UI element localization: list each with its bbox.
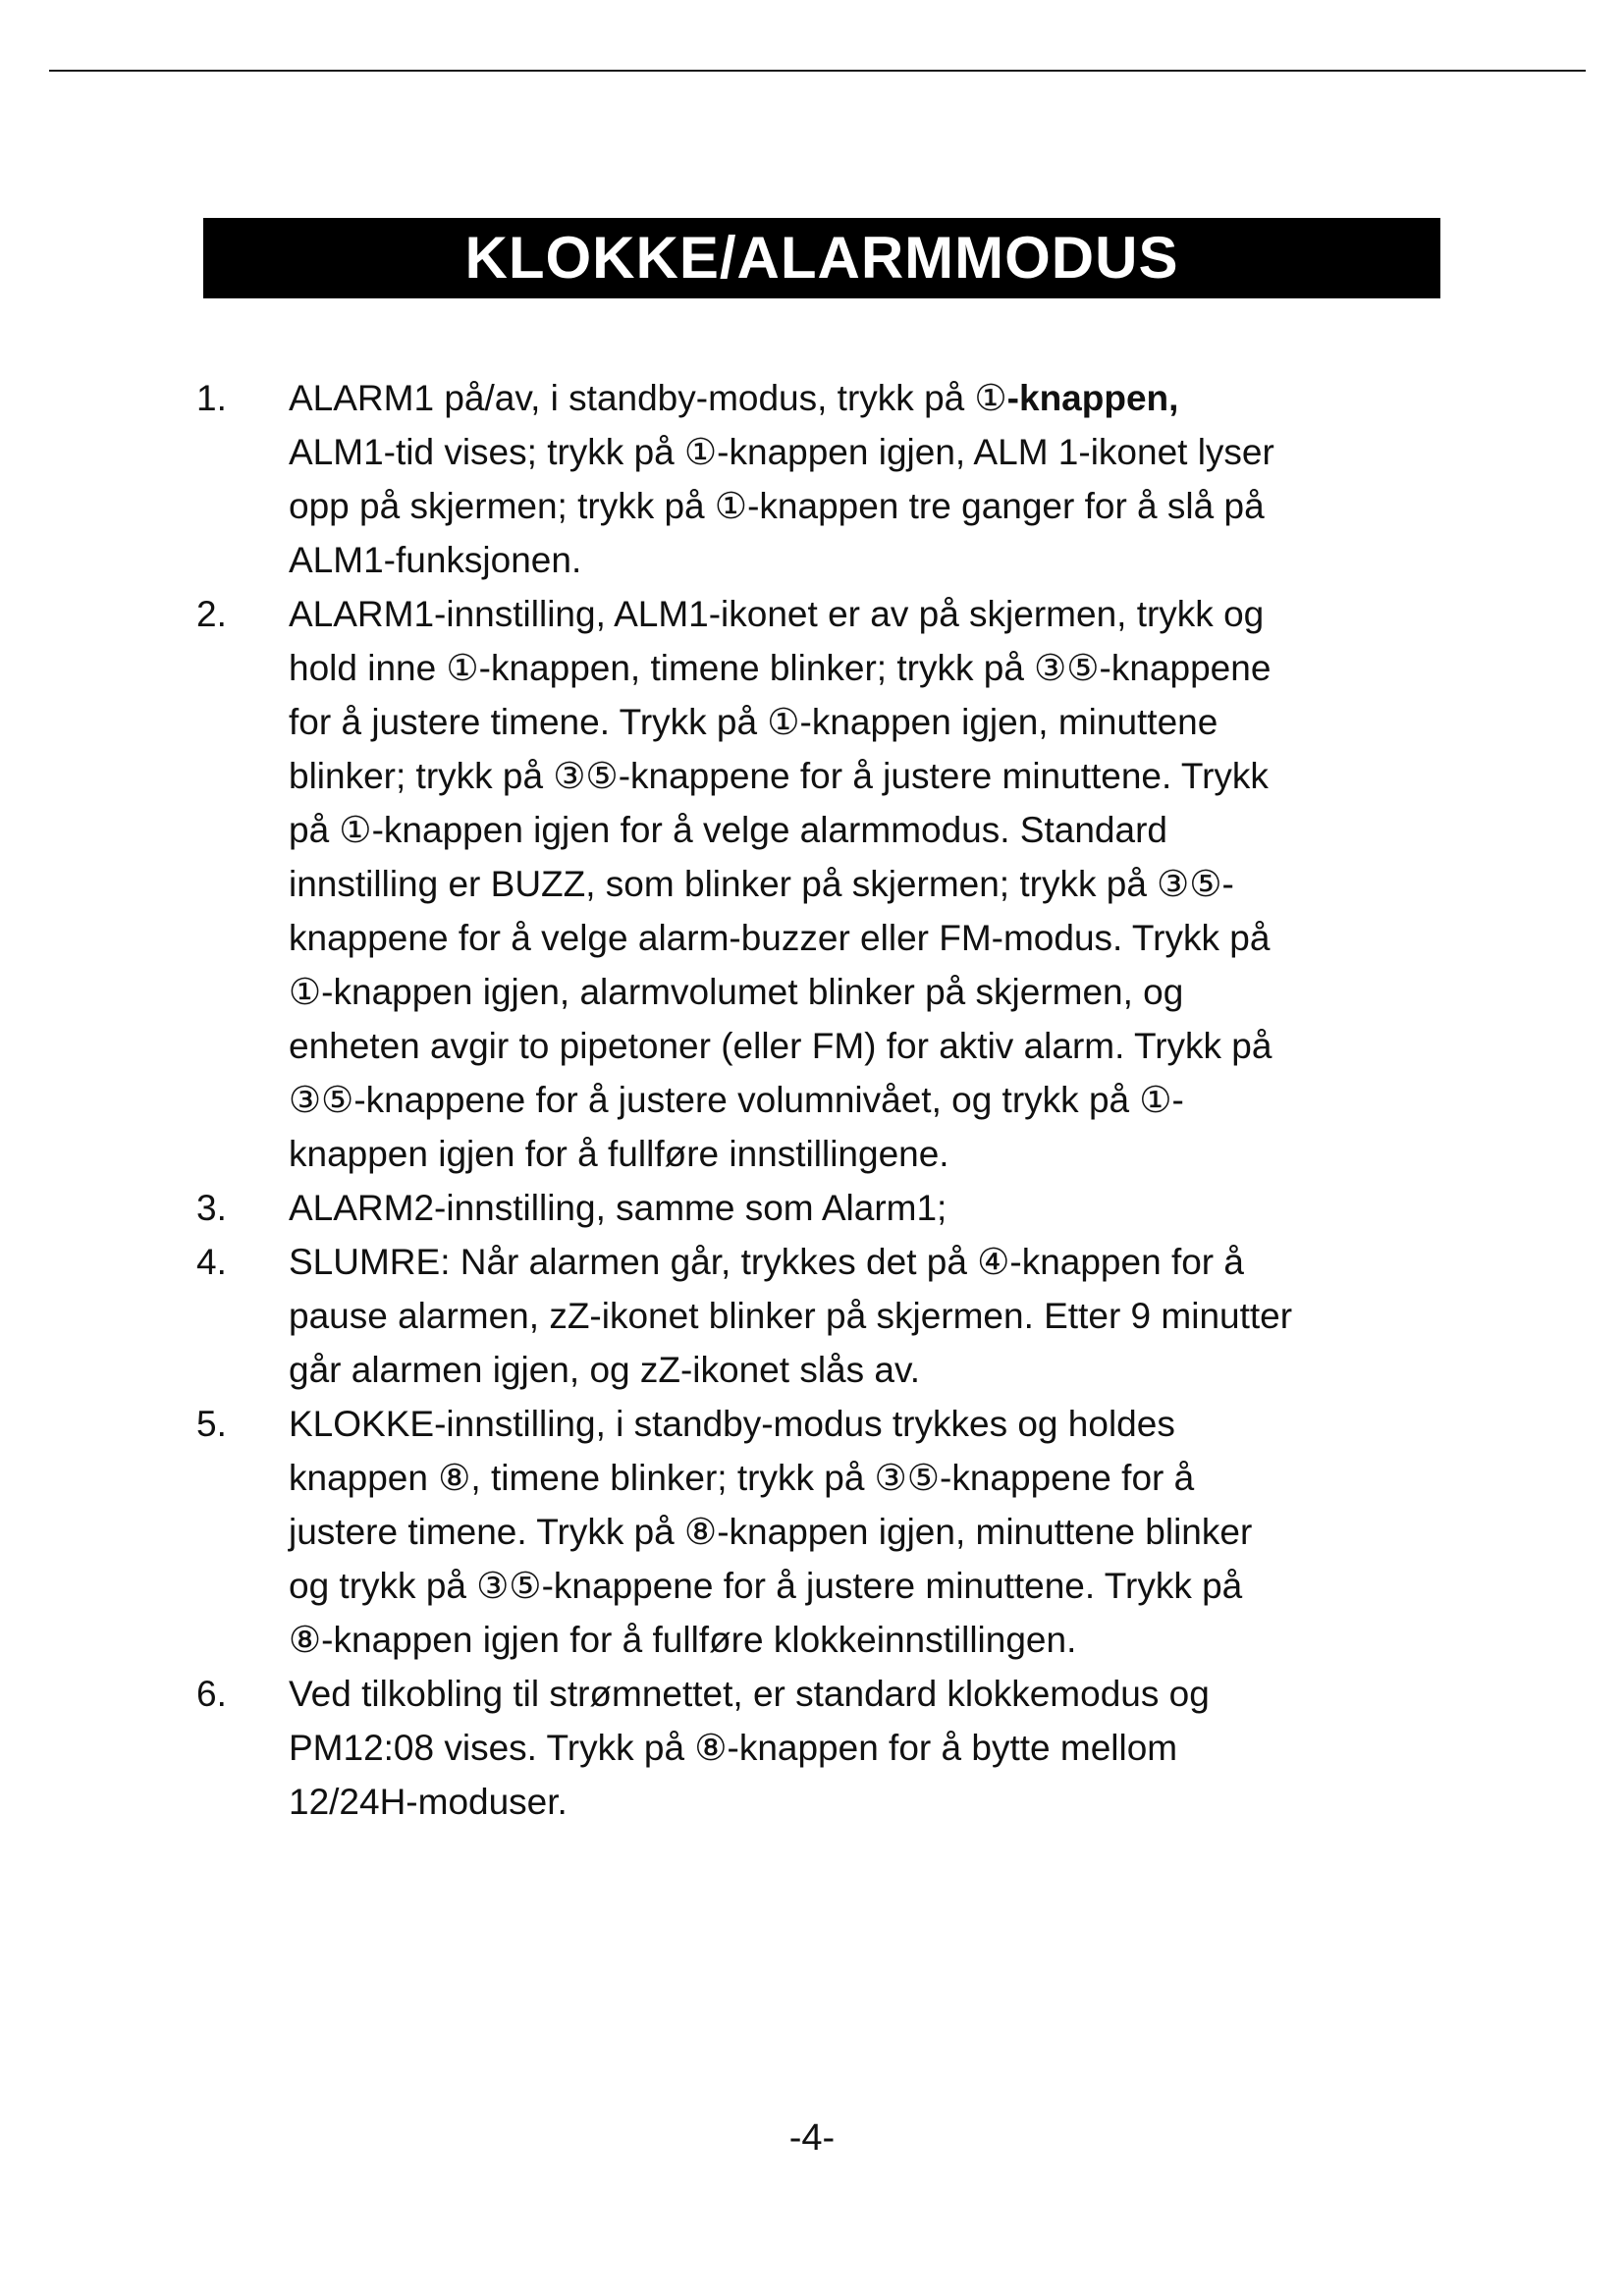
list-item-6 <box>196 1667 1463 1829</box>
item-text: Ved tilkobling til strømnettet, er standard klokkemodus og PM12:08 vises. Trykk på ⑧-knappen for å bytte mellom 12/24H-moduser. <box>289 1674 1210 1822</box>
item-text: ALARM2-innstilling, samme som Alarm1; <box>289 1188 947 1228</box>
item-number: 2. <box>196 594 227 634</box>
page-title: KLOKKE/ALARMMODUS <box>464 225 1179 291</box>
item-number: 6. <box>196 1674 227 1714</box>
item-text <box>289 378 1274 580</box>
list-item-5 <box>196 1397 1463 1667</box>
instruction-list <box>196 371 1463 1829</box>
list-item-2 <box>196 587 1463 1181</box>
item-text: ALARM1-innstilling, ALM1-ikonet er av på skjermen, trykk og hold inne ①-knappen, timene blinker; trykk på ③⑤-knappene for å justere timene. Trykk på ①-knappen igjen, minuttene blinker; trykk på ③⑤-knappene for å justere minuttene. Trykk på ①-knappen igjen for å velge alarmmodus. Standard innstilling er BUZZ, som blinker på skjermen; trykk på ③⑤- knappene for å velge alarm-buzzer eller FM-modus. Trykk på ①-knappen igjen, alarmvolumet blinker på skjermen, og enheten avgir to pipetoner (eller FM) for aktiv alarm. Trykk på ③⑤-knappene for å justere volumnivået, og trykk på ①- knappen igjen for å fullføre innstillingene. <box>289 594 1272 1174</box>
top-rule <box>49 70 1586 72</box>
list-item-3 <box>196 1181 1463 1235</box>
item-text-rest: ALM1-tid vises; trykk på ①-knappen igjen, ALM 1-ikonet lyser opp på skjermen; trykk på ①-knappen tre ganger for å slå på ALM1-funksjonen. <box>289 432 1274 580</box>
item-number: 4. <box>196 1242 227 1282</box>
title-banner <box>203 218 1440 298</box>
list-item-4 <box>196 1235 1463 1397</box>
item-text-bold: -knappen, <box>1006 378 1179 418</box>
item-text: SLUMRE: Når alarmen går, trykkes det på ④-knappen for å pause alarmen, zZ-ikonet blinker på skjermen. Etter 9 minutter går alarmen igjen, og zZ-ikonet slås av. <box>289 1242 1293 1390</box>
item-text: KLOKKE-innstilling, i standby-modus trykkes og holdes knappen ⑧, timene blinker; trykk på ③⑤-knappene for å justere timene. Trykk på ⑧-knappen igjen, minuttene blinker og trykk på ③⑤-knappene for å justere minuttene. Trykk på ⑧-knappen igjen for å fullføre klokkeinnstillingen. <box>289 1404 1253 1660</box>
item-number: 3. <box>196 1188 227 1228</box>
item-number: 1. <box>196 378 227 418</box>
list-item-1 <box>196 371 1463 587</box>
item-text-lead: ALARM1 på/av, i standby-modus, trykk på ① <box>289 378 1007 418</box>
page-number: -4- <box>788 2117 836 2159</box>
item-number: 5. <box>196 1404 227 1444</box>
